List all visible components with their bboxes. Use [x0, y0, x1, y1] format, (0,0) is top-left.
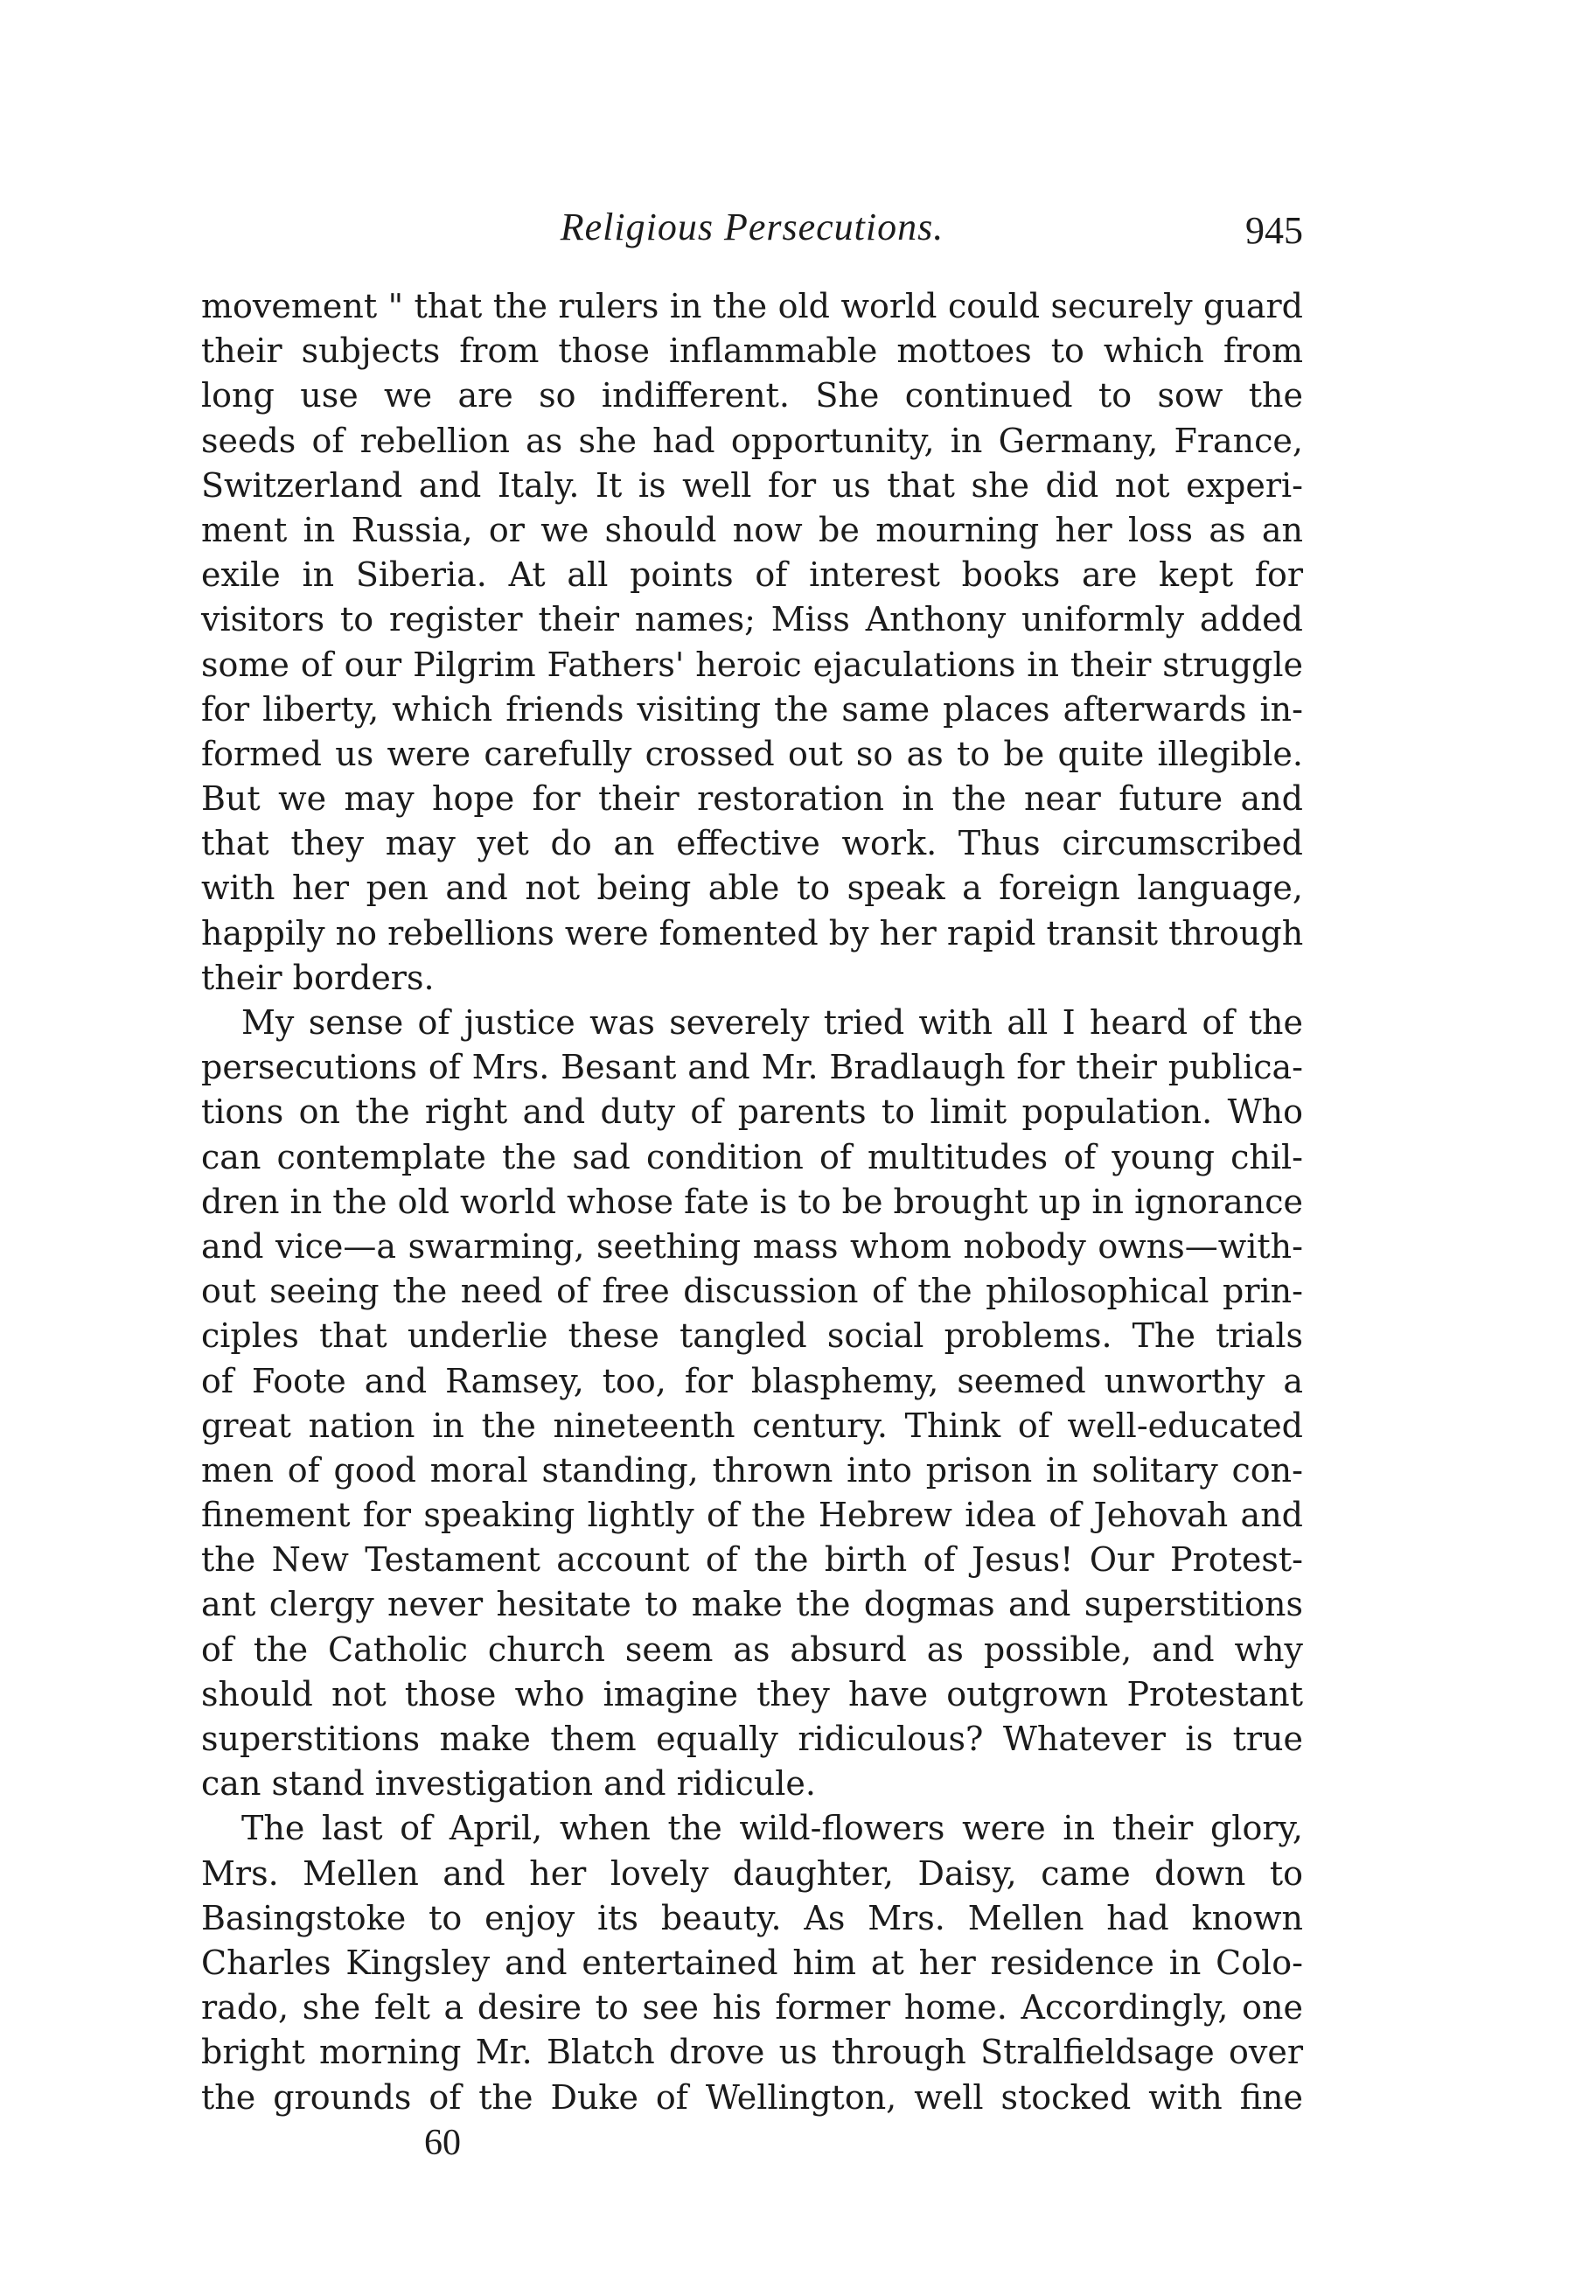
text-line: rado, she felt a desire to see his former home. Accordingly, one — [201, 1988, 1303, 2027]
body-text — [201, 284, 1303, 2120]
text-line: Charles Kingsley and entertained him at her residence in Colo- — [201, 1943, 1303, 1982]
text-line: some of our Pilgrim Fathers' heroic ejaculations in their struggle — [201, 645, 1303, 684]
text-line: formed us were carefully crossed out so as to be quite illegible. — [201, 734, 1303, 773]
text-line: can stand investigation and ridicule. — [201, 1764, 816, 1804]
text-line: happily no rebellions were fomented by her rapid transit through — [201, 913, 1304, 953]
text-line: of Foote and Ramsey, too, for blasphemy, seemed unworthy a — [201, 1361, 1303, 1400]
text-line: Mrs. Mellen and her lovely daughter, Daisy, came down to — [201, 1853, 1303, 1893]
text-line: visitors to register their names; Miss Anthony uniformly added — [201, 600, 1303, 639]
text-line: of the Catholic church seem as absurd as possible, and why — [201, 1630, 1303, 1669]
text-line: out seeing the need of free discussion of the philosophical prin- — [201, 1272, 1303, 1311]
text-line: dren in the old world whose fate is to be brought up in ignorance — [201, 1182, 1303, 1221]
text-line: ciples that underlie these tangled social problems. The trials — [201, 1316, 1303, 1356]
text-line: bright morning Mr. Blatch drove us through Stralfieldsage over — [201, 2033, 1303, 2072]
text-line: that they may yet do an effective work. Thus circumscribed — [201, 824, 1303, 863]
paragraph — [201, 1001, 1303, 1806]
paragraph — [201, 284, 1303, 1001]
text-line: long use we are so indifferent. She continued to sow the — [201, 376, 1303, 415]
text-line: Switzerland and Italy. It is well for us that she did not experi- — [201, 465, 1303, 505]
page-number: 945 — [1245, 209, 1303, 252]
text-line: the New Testament account of the birth of Jesus! Our Protest- — [201, 1540, 1303, 1580]
text-line: finement for speaking lightly of the Hebrew idea of Jehovah and — [201, 1496, 1303, 1535]
signature-mark: 60 — [424, 2123, 461, 2163]
text-line: ment in Russia, or we should now be mourning her loss as an — [201, 510, 1303, 549]
text-line: ant clergy never hesitate to make the dogmas and superstitions — [201, 1585, 1303, 1624]
running-head — [201, 199, 1303, 255]
text-line: tions on the right and duty of parents to limit population. Who — [201, 1092, 1303, 1132]
text-line: with her pen and not being able to speak a foreign language, — [201, 869, 1303, 908]
text-line: great nation in the nineteenth century. Think of well-educated — [201, 1406, 1303, 1445]
text-line: men of good moral standing, thrown into prison in solitary con- — [201, 1450, 1303, 1490]
text-line: can contemplate the sad condition of multitudes of young chil- — [201, 1137, 1303, 1176]
text-line: Basingstoke to enjoy its beauty. As Mrs. Mellen had known — [201, 1898, 1303, 1937]
text-line: But we may hope for their restoration in the near future and — [201, 779, 1303, 819]
text-line: their borders. — [201, 958, 435, 997]
running-title: Religious Persecutions. — [560, 206, 944, 248]
text-line: movement " that the rulers in the old world could securely guard — [201, 287, 1303, 325]
text-line: for liberty, which friends visiting the same places afterwards in- — [201, 689, 1303, 729]
text-line: My sense of justice was severely tried with all I heard of the — [241, 1003, 1303, 1042]
text-line: their subjects from those inflammable mottoes to which from — [201, 331, 1303, 371]
text-line: seeds of rebellion as she had opportunity, in Germany, France, — [201, 421, 1303, 460]
text-line: exile in Siberia. At all points of interest books are kept for — [201, 555, 1303, 595]
text-line: persecutions of Mrs. Besant and Mr. Bradlaugh for their publica- — [201, 1048, 1303, 1087]
text-line: the grounds of the Duke of Wellington, well stocked with fine — [201, 2077, 1303, 2117]
paragraph — [201, 1806, 1303, 2119]
text-line: The last of April, when the wild-flowers were in their glory, — [241, 1809, 1303, 1848]
text-line: should not those who imagine they have outgrown Protestant — [201, 1674, 1303, 1713]
text-line: and vice—a swarming, seething mass whom nobody owns—with- — [201, 1226, 1303, 1266]
text-line: superstitions make them equally ridiculous? Whatever is true — [201, 1720, 1303, 1758]
